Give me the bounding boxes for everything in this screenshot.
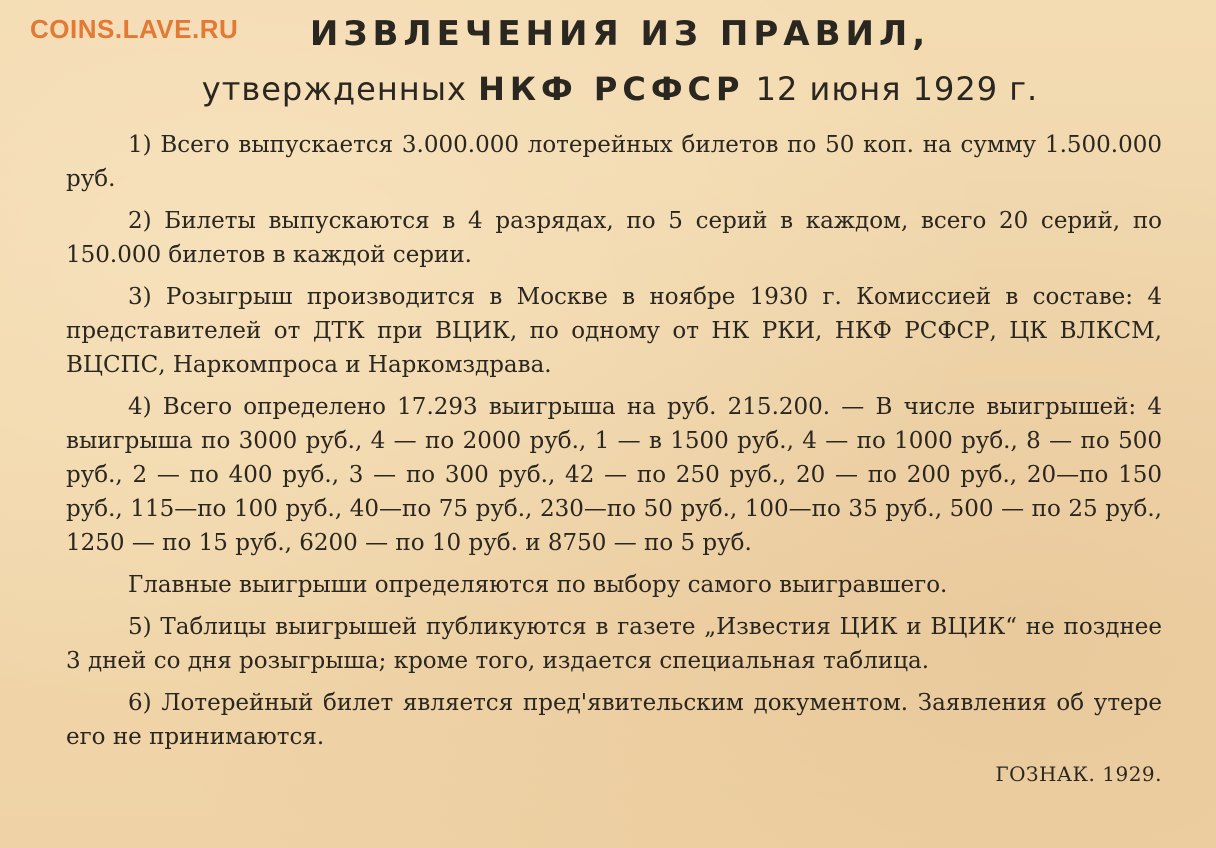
rule-paragraph-4: 4) Всего определено 17.293 выигрыша на руб. 215.200. — В числе выигрышей: 4 выигрыша по 3000 руб., 4 — по 2000 руб., 1 — в 1500 руб., 4 — по 1000 руб., 8 — по 500 руб., 2 — по 400 руб., 3 — по 300 руб., 42 — по 250 руб., 20 — по 200 руб., 20—по 150 руб., 115—по 100 руб., 40—по 75 руб., 230—по 50 руб., 100—по 35 руб., 500 — по 25 руб., 1250 — по 15 руб., 6200 — по 10 руб. и 8750 — по 5 руб.	[66, 394, 1162, 556]
site-watermark: COINS.LAVE.RU	[30, 14, 239, 44]
subtitle-organization: НКФ РСФСР	[478, 70, 745, 108]
subtitle-date: 12 июня 1929 г.	[744, 70, 1039, 108]
document-title: ИЗВЛЕЧЕНИЯ ИЗ ПРАВИЛ,	[309, 14, 931, 54]
main-prizes-note: Главные выигрыши определяются по выбору самого выигравшего.	[128, 572, 948, 598]
printer-signature: ГОЗНАК. 1929.	[995, 762, 1162, 786]
rule-paragraph-2: 2) Билеты выпускаются в 4 разрядах, по 5 серий в каждом, всего 20 серий, по 150.000 билетов в каждой серии.	[66, 208, 1162, 268]
rule-paragraph-1: 1) Всего выпускается 3.000.000 лотерейных билетов по 50 коп. на сумму 1.500.000 руб.	[66, 132, 1162, 192]
rules-body	[66, 128, 1162, 762]
rule-paragraph-5: 5) Таблицы выигрышей публикуются в газете „Известия ЦИК и ВЦИК“ не позднее 3 дней со дня розыгрыша; кроме того, издается специальная таблица.	[66, 614, 1162, 674]
subtitle-prefix: утвержденных	[201, 70, 479, 108]
rule-paragraph-6: 6) Лотерейный билет является пред'явительским документом. Заявления об утере его не принимаются.	[66, 690, 1162, 750]
document-subtitle	[130, 70, 1110, 108]
rule-paragraph-3: 3) Розыгрыш производится в Москве в ноябре 1930 г. Комиссией в составе: 4 представителей от ДТК при ВЦИК, по одному от НК РКИ, НКФ РСФСР, ЦК ВЛКСМ, ВЦСПС, Наркомпроса и Наркомздрава.	[66, 284, 1162, 378]
